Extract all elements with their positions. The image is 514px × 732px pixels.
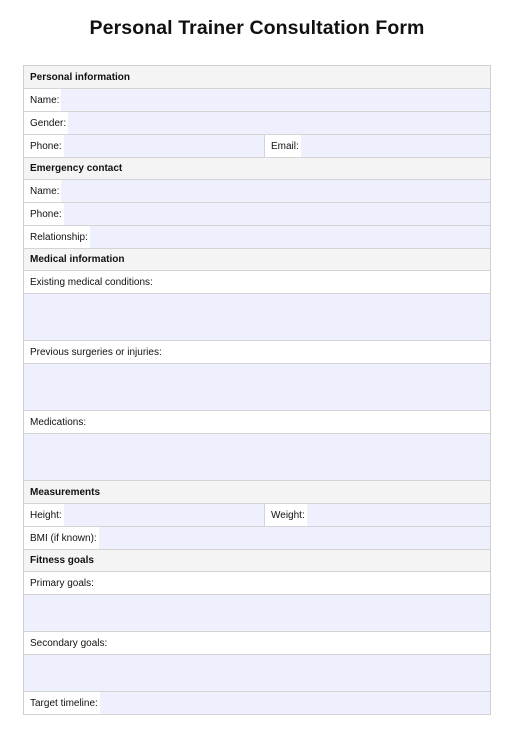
- section-heading: Fitness goals: [30, 555, 94, 566]
- field-label: Height:: [30, 509, 62, 521]
- secondary-goals-textarea[interactable]: [24, 655, 490, 692]
- section-fitness-goals: [24, 550, 490, 572]
- medical-surgeries-textarea[interactable]: [24, 364, 490, 411]
- emergency-relationship-input[interactable]: [90, 226, 490, 248]
- section-medical-information: [24, 249, 490, 271]
- height-input[interactable]: [64, 504, 264, 526]
- section-measurements: [24, 481, 490, 504]
- bmi-row: [24, 527, 490, 550]
- personal-email-input[interactable]: [301, 135, 490, 157]
- bmi-input[interactable]: [99, 527, 490, 549]
- emergency-name-input[interactable]: [61, 180, 490, 202]
- emergency-phone-row: [24, 203, 490, 226]
- section-heading: Emergency contact: [30, 163, 123, 174]
- field-label: Name:: [30, 94, 60, 106]
- medical-surgeries-label-row: [24, 341, 490, 364]
- field-label: Phone:: [30, 208, 62, 220]
- field-label: Relationship:: [30, 231, 88, 243]
- field-label: Email:: [271, 140, 299, 152]
- primary-goals-textarea[interactable]: [24, 595, 490, 632]
- personal-phone-input[interactable]: [64, 135, 264, 157]
- medications-textarea[interactable]: [24, 434, 490, 481]
- field-label: BMI (if known):: [30, 532, 97, 544]
- target-timeline-row: [24, 692, 490, 715]
- section-heading: Measurements: [30, 486, 101, 498]
- field-label: Medications:: [30, 416, 87, 428]
- weight-input[interactable]: [307, 504, 490, 526]
- measurements-row: [24, 504, 490, 527]
- emergency-relationship-row: [24, 226, 490, 249]
- consultation-form: [23, 65, 491, 715]
- secondary-goals-label-row: [24, 632, 490, 655]
- target-timeline-input[interactable]: [100, 692, 490, 714]
- field-label: Existing medical conditions:: [30, 276, 153, 288]
- personal-gender-input[interactable]: [68, 112, 490, 134]
- section-personal-information: [24, 66, 490, 89]
- field-label: Weight:: [271, 509, 305, 521]
- section-heading: Medical information: [30, 254, 125, 265]
- personal-name-input[interactable]: [61, 89, 490, 111]
- field-label: Target timeline:: [30, 697, 98, 709]
- primary-goals-label-row: [24, 572, 490, 595]
- form-title: Personal Trainer Consultation Form: [89, 17, 425, 39]
- field-label: Name:: [30, 185, 60, 197]
- emergency-phone-input[interactable]: [64, 203, 490, 225]
- field-label: Gender:: [30, 117, 67, 129]
- emergency-name-row: [24, 180, 490, 203]
- medical-conditions-label-row: [24, 271, 490, 294]
- section-emergency-contact: [24, 158, 490, 180]
- personal-gender-row: [24, 112, 490, 135]
- field-label: Previous surgeries or injuries:: [30, 346, 162, 358]
- field-label: Phone:: [30, 140, 62, 152]
- personal-name-row: [24, 89, 490, 112]
- medical-conditions-textarea[interactable]: [24, 294, 490, 341]
- field-label: Secondary goals:: [30, 637, 108, 649]
- field-label: Primary goals:: [30, 577, 94, 589]
- medications-label-row: [24, 411, 490, 434]
- section-heading: Personal information: [30, 71, 131, 83]
- personal-contact-row: [24, 135, 490, 158]
